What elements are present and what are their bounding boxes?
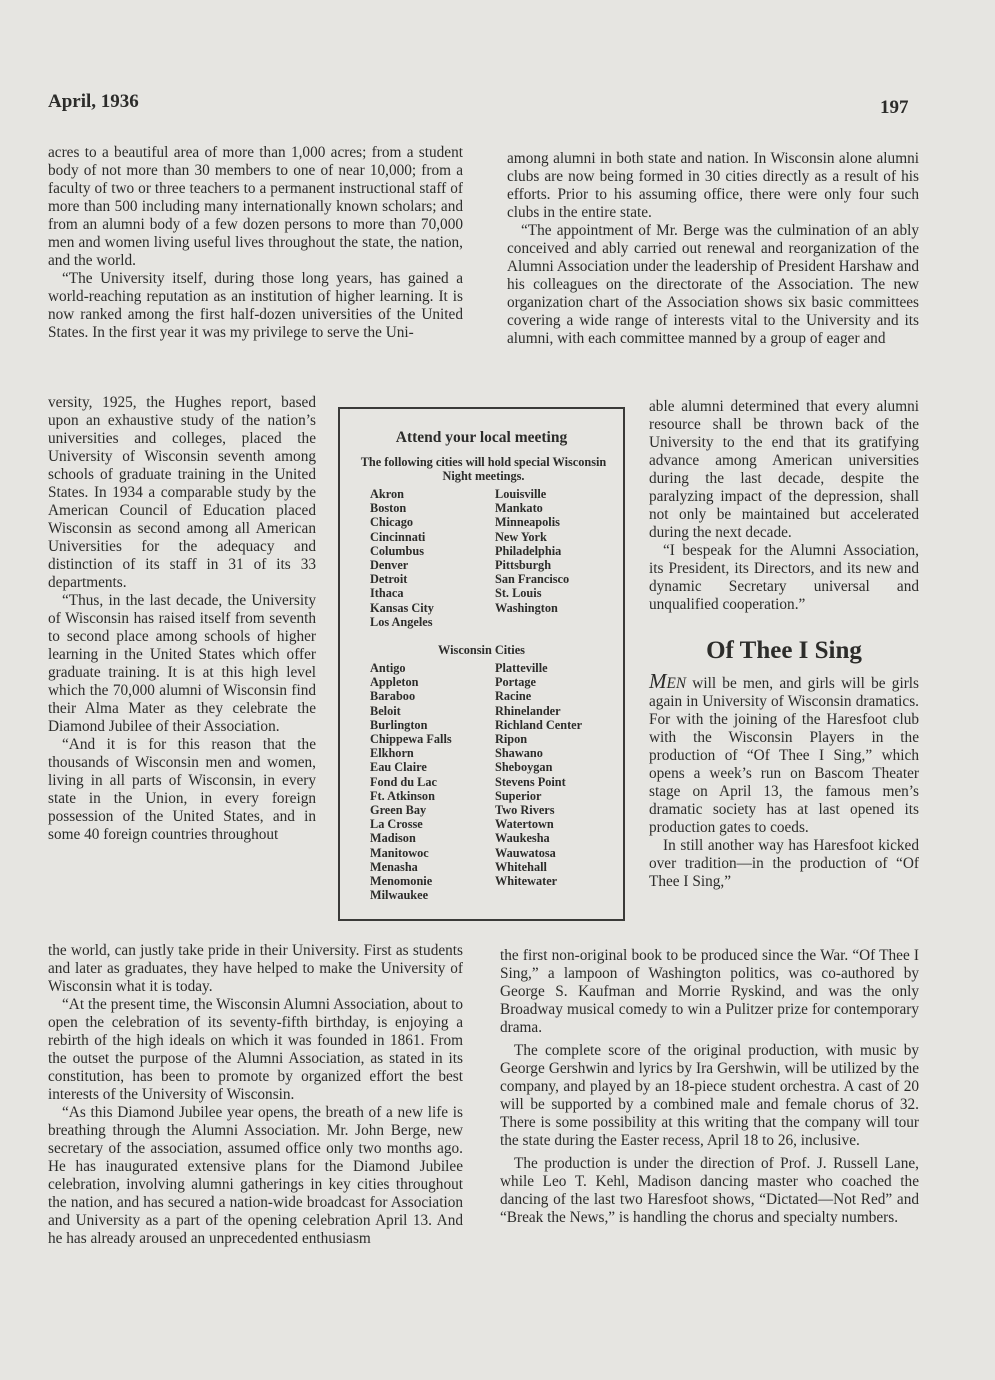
- city-item: Los Angeles: [370, 614, 433, 629]
- paragraph: The production is under the direction of Prof. J. Russell Lane, while Leo T. Kehl, Madison dancing master who coached the dancing of the last two Haresfoot shows, “Dictated—Not Red” and “Break the News,” is handling the chorus and specialty numbers.: [500, 1155, 919, 1226]
- right-column-bottom: [500, 947, 919, 1227]
- city-item: Manitowoc: [370, 845, 429, 860]
- paragraph: acres to a beautiful area of more than 1,000 acres; from a student body of not more than 30 members to one of near 10,000; from a faculty of two or three teachers to a permanent instructional staff of more than 500 including many internationally known scholars; and from an alumni body of a few dozen persons to more than 70,000 men and women living useful lives throughout the state, the nation, and the world.: [48, 144, 463, 269]
- section-title: Of Thee I Sing: [706, 637, 862, 664]
- city-item: Waukesha: [495, 831, 550, 846]
- paragraph: among alumni in both state and nation. In Wisconsin alone alumni clubs are now being formed in 30 cities directly as a result of his efforts. Prior to his assuming office, there were only four such clubs in the entire state.: [507, 150, 919, 221]
- city-item: Pittsburgh: [495, 558, 552, 573]
- city-item: Shawano: [495, 746, 543, 761]
- city-item: Washington: [495, 600, 558, 615]
- city-item: St. Louis: [495, 586, 542, 601]
- paragraph: In still another way has Haresfoot kicked over tradition—in the production of “Of Thee I Sing,”: [649, 837, 919, 890]
- city-item: Elkhorn: [370, 746, 414, 761]
- city-item: Detroit: [370, 572, 408, 587]
- paragraph: “The University itself, during those long years, has gained a world-reaching reputation as an institution of higher learning. It is now ranked among the first half-dozen universities of the United States. In the first year it was my privilege to serve the Uni-: [48, 270, 463, 341]
- city-item: Green Bay: [370, 803, 427, 818]
- lead-text: will be men, and girls will be girls again in University of Wisconsin dramatics. For with the joining of the Haresfoot club with the Wisconsin Players in the production of “Of Thee I Sing,” which opens a week’s run on Bascom Theater stage on April 13, the famous men’s dramatic society has at last opened its production gates to coeds.: [649, 675, 919, 836]
- section-lead-paragraph: [649, 669, 919, 837]
- paragraph: The complete score of the original production, with music by George Gershwin and lyrics by Ira Gershwin, will be utilized by the company, and played by an 18-piece student orchestra. A cast of 20 will be supported by a combined male and female chorus of 32. There is some possibility at this writing that the company will tour the state during the Easter recess, April 18 to 26, inclusive.: [500, 1042, 919, 1149]
- city-item: Chippewa Falls: [370, 732, 452, 747]
- paragraph: “As this Diamond Jubilee year opens, the breath of a new life is breathing through the Alumni Association. Mr. John Berge, new secretary of the association, assumed office only two months ago. He has inaugurated extensive plans for the Diamond Jubilee celebration, involving alumni gatherings in key cities throughout the nation, and has secured a nation-wide broadcast for Association and University as a part of the opening celebration April 13. And he has already aroused an unprecedented enthusiasm: [48, 1104, 463, 1247]
- city-item: Richland Center: [495, 717, 583, 732]
- city-item: Eau Claire: [370, 760, 427, 775]
- drop-cap-rest: EN: [666, 675, 687, 692]
- city-item: Menomonie: [370, 874, 433, 889]
- city-item: Boston: [370, 501, 407, 516]
- city-item: Rhinelander: [495, 703, 561, 718]
- paragraph: able alumni determined that every alumni resource shall be thrown back of the University to the end that its gratifying advance among American universities during the last decade, despite the paralyzing impact of the depression, shall not only be maintained but accelerated during the next decade.: [649, 398, 919, 541]
- city-item: New York: [495, 529, 547, 544]
- city-item: Racine: [495, 689, 532, 704]
- city-item: Menasha: [370, 859, 418, 874]
- city-item: Sheboygan: [495, 760, 553, 775]
- sidebar-intro: The following cities will hold special Wisconsin Night meetings.: [360, 455, 607, 484]
- city-item: Denver: [370, 558, 409, 573]
- city-item: Ripon: [495, 732, 528, 747]
- issue-date: April, 1936: [48, 91, 139, 112]
- city-item: Columbus: [370, 543, 424, 558]
- left-column-top: [48, 144, 463, 342]
- city-item: Antigo: [370, 661, 406, 675]
- city-item: Stevens Point: [495, 774, 566, 789]
- paragraph: “At the present time, the Wisconsin Alumni Association, about to open the celebration of its seventy-fifth birthday, is enjoying a rebirth of the high ideals on which it was founded in 1861. From the outset the purpose of the Alumni Association, as stated in its constitution, has been to promote by organized effort the best interests of the University of Wisconsin.: [48, 996, 463, 1103]
- city-item: Ft. Atkinson: [370, 788, 435, 803]
- city-list-wisconsin-2: [495, 661, 582, 888]
- meeting-sidebar-box: [338, 407, 625, 921]
- paragraph: “Thus, in the last decade, the University of Wisconsin has raised itself from seventh to second place among schools of higher learning in the United States which offer graduate training. It is at this high level which the 70,000 alumni of Wisconsin find their Alma Mater as they celebrate the Diamond Jubilee of their Association.: [48, 592, 316, 735]
- city-item: Chicago: [370, 515, 414, 530]
- city-list-national-2: [495, 487, 569, 615]
- city-item: Portage: [495, 675, 536, 690]
- city-item: Ithaca: [370, 586, 404, 601]
- city-item: Madison: [370, 831, 416, 846]
- left-column-narrow: [48, 394, 316, 844]
- city-item: Superior: [495, 788, 542, 803]
- city-item: Philadelphia: [495, 543, 562, 558]
- paragraph: “I bespeak for the Alumni Association, its President, its Directors, and its new and dynamic Secretary universal and unqualified cooperation.”: [649, 542, 919, 613]
- city-item: Akron: [370, 487, 404, 501]
- city-item: Wauwatosa: [495, 845, 556, 860]
- page-number: 197: [880, 97, 909, 118]
- city-item: Burlington: [370, 717, 428, 732]
- city-item: Fond du Lac: [370, 774, 437, 789]
- paragraph: the first non-original book to be produced since the War. “Of Thee I Sing,” a lampoon of Washington politics, was co-authored by George S. Kaufman and Morrie Ryskind, and was the only Broadway musical comedy to win a Pulitzer prize for contemporary drama.: [500, 947, 919, 1036]
- right-column-narrow: [649, 398, 919, 891]
- right-column-top: [507, 150, 919, 348]
- city-item: La Crosse: [370, 817, 423, 832]
- city-item: Mankato: [495, 501, 543, 516]
- city-item: San Francisco: [495, 572, 570, 587]
- wisconsin-cities-heading: Wisconsin Cities: [438, 643, 525, 657]
- city-item: Whitehall: [495, 859, 547, 874]
- sidebar-title: Attend your local meeting: [395, 429, 568, 446]
- city-item: Whitewater: [495, 874, 558, 889]
- paragraph: versity, 1925, the Hughes report, based upon an exhaustive study of the nation’s universities and colleges, placed the University of Wisconsin seventh among schools of graduate training in the United States. In 1934 a comparable study by the American Council of Education placed Wisconsin as second among all American Universities for the adequacy and distinction of its staff in 31 of its 33 departments.: [48, 394, 316, 591]
- city-item: Appleton: [370, 675, 419, 690]
- left-column-bottom: [48, 942, 463, 1248]
- city-item: Beloit: [370, 703, 401, 718]
- paragraph: the world, can justly take pride in their University. First as students and later as graduates, they have helped to make the University of Wisconsin what it is today.: [48, 942, 463, 995]
- city-item: Cincinnati: [370, 529, 426, 544]
- city-item: Kansas City: [370, 600, 434, 615]
- city-item: Watertown: [495, 817, 554, 832]
- city-item: Two Rivers: [495, 803, 555, 818]
- paragraph: “And it is for this reason that the thousands of Wisconsin men and women, living in all parts of Wisconsin, in every state in the Union, in every foreign possession of the United States, and in some 40 foreign countries throughout: [48, 736, 316, 843]
- drop-cap: M: [649, 669, 667, 693]
- city-item: Baraboo: [370, 689, 416, 704]
- city-item: Minneapolis: [495, 515, 560, 530]
- city-list-national-1: [370, 487, 434, 629]
- paragraph: “The appointment of Mr. Berge was the culmination of an ably conceived and ably carried out renewal and reorganization of the Alumni Association under the leadership of President Harshaw and his colleagues on the directorate of the Association. The new organization chart of the Association shows six basic committees covering a wide range of interests vital to the University and its alumni, with each committee manned by a group of eager and: [507, 222, 919, 347]
- city-item: Louisville: [495, 487, 547, 501]
- city-item: Milwaukee: [370, 888, 429, 903]
- city-item: Platteville: [495, 661, 548, 675]
- city-list-wisconsin-1: [370, 661, 452, 902]
